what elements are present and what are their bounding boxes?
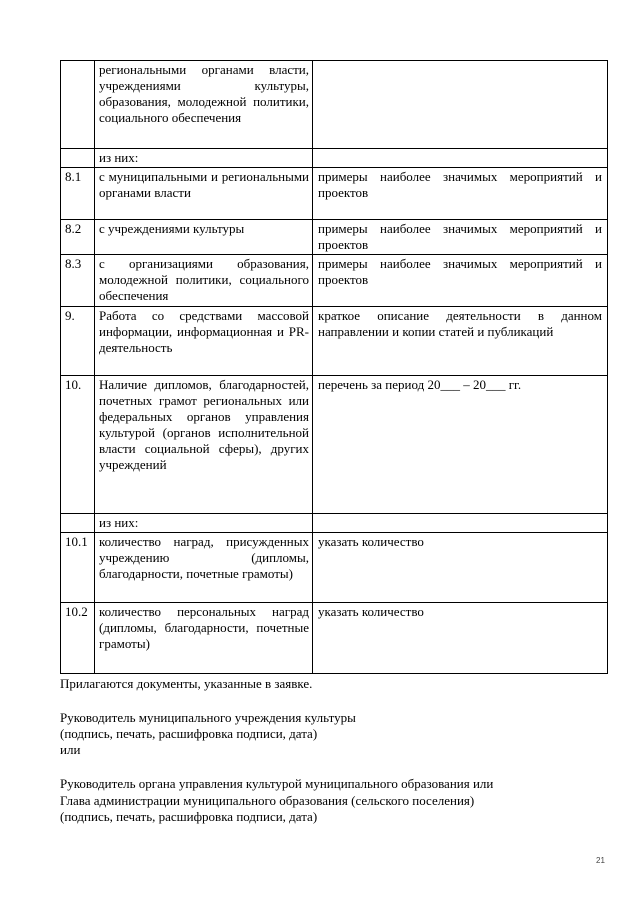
row-number: 8.2: [61, 220, 95, 255]
row-name: с муниципальными и региональными органами власти: [95, 168, 313, 220]
table-row: [61, 376, 608, 514]
table-row: [61, 255, 608, 307]
row-number: [61, 149, 95, 168]
row-description: указать количество: [313, 533, 608, 603]
row-name: количество наград, присужденных учреждению (дипломы, благодарности, почетные грамоты): [95, 533, 313, 603]
row-number: 10.2: [61, 603, 95, 674]
row-name: из них:: [95, 149, 313, 168]
table-row: [61, 149, 608, 168]
row-number: 9.: [61, 307, 95, 376]
row-description: краткое описание деятельности в данном направлении и копии статей и публикаций: [313, 307, 608, 376]
row-description: [313, 61, 608, 149]
row-number: 8.1: [61, 168, 95, 220]
row-number: [61, 514, 95, 533]
or-text: или: [60, 742, 81, 757]
table-row: [61, 533, 608, 603]
table-row: [61, 603, 608, 674]
signatory-head-institution: Руководитель муниципального учреждения культуры: [60, 710, 356, 725]
table-row: [61, 168, 608, 220]
row-name: Наличие дипломов, благодарностей, почетных грамот региональных или федеральных органов управления культурой (органов исполнительной власти социальной сферы), других учреждений: [95, 376, 313, 514]
row-description: указать количество: [313, 603, 608, 674]
row-name: количество персональных наград (дипломы, благодарности, почетные грамоты): [95, 603, 313, 674]
signature-hint: (подпись, печать, расшифровка подписи, дата): [60, 726, 318, 741]
page-number: 21: [596, 856, 605, 865]
row-number: 10.: [61, 376, 95, 514]
attached-documents-note: Прилагаются документы, указанные в заявке.: [60, 676, 313, 691]
row-description: [313, 149, 608, 168]
row-description: [313, 514, 608, 533]
row-description: примеры наиболее значимых мероприятий и проектов: [313, 255, 608, 307]
signatory-head-administration: Глава администрации муниципального образования (сельского поселения): [60, 793, 475, 808]
row-description: примеры наиболее значимых мероприятий и проектов: [313, 168, 608, 220]
row-name: с учреждениями культуры: [95, 220, 313, 255]
table-row: [61, 514, 608, 533]
table-row: [61, 220, 608, 255]
signature-hint: (подпись, печать, расшифровка подписи, дата): [60, 809, 318, 824]
signatory-head-authority: Руководитель органа управления культурой муниципального образования или: [60, 776, 494, 791]
criteria-table: [60, 60, 608, 674]
row-number: [61, 61, 95, 149]
row-name: с организациями образования, молодежной политики, социального обеспечения: [95, 255, 313, 307]
table-row: [61, 307, 608, 376]
row-description: примеры наиболее значимых мероприятий и проектов: [313, 220, 608, 255]
row-name: Работа со средствами массовой информации, информационная и PR-деятельность: [95, 307, 313, 376]
table-row: [61, 61, 608, 149]
row-description: перечень за период 20___ – 20___ гг.: [313, 376, 608, 514]
row-name: из них:: [95, 514, 313, 533]
row-number: 8.3: [61, 255, 95, 307]
row-number: 10.1: [61, 533, 95, 603]
row-name: региональными органами власти, учреждениями культуры, образования, молодежной политики, социального обеспечения: [95, 61, 313, 149]
